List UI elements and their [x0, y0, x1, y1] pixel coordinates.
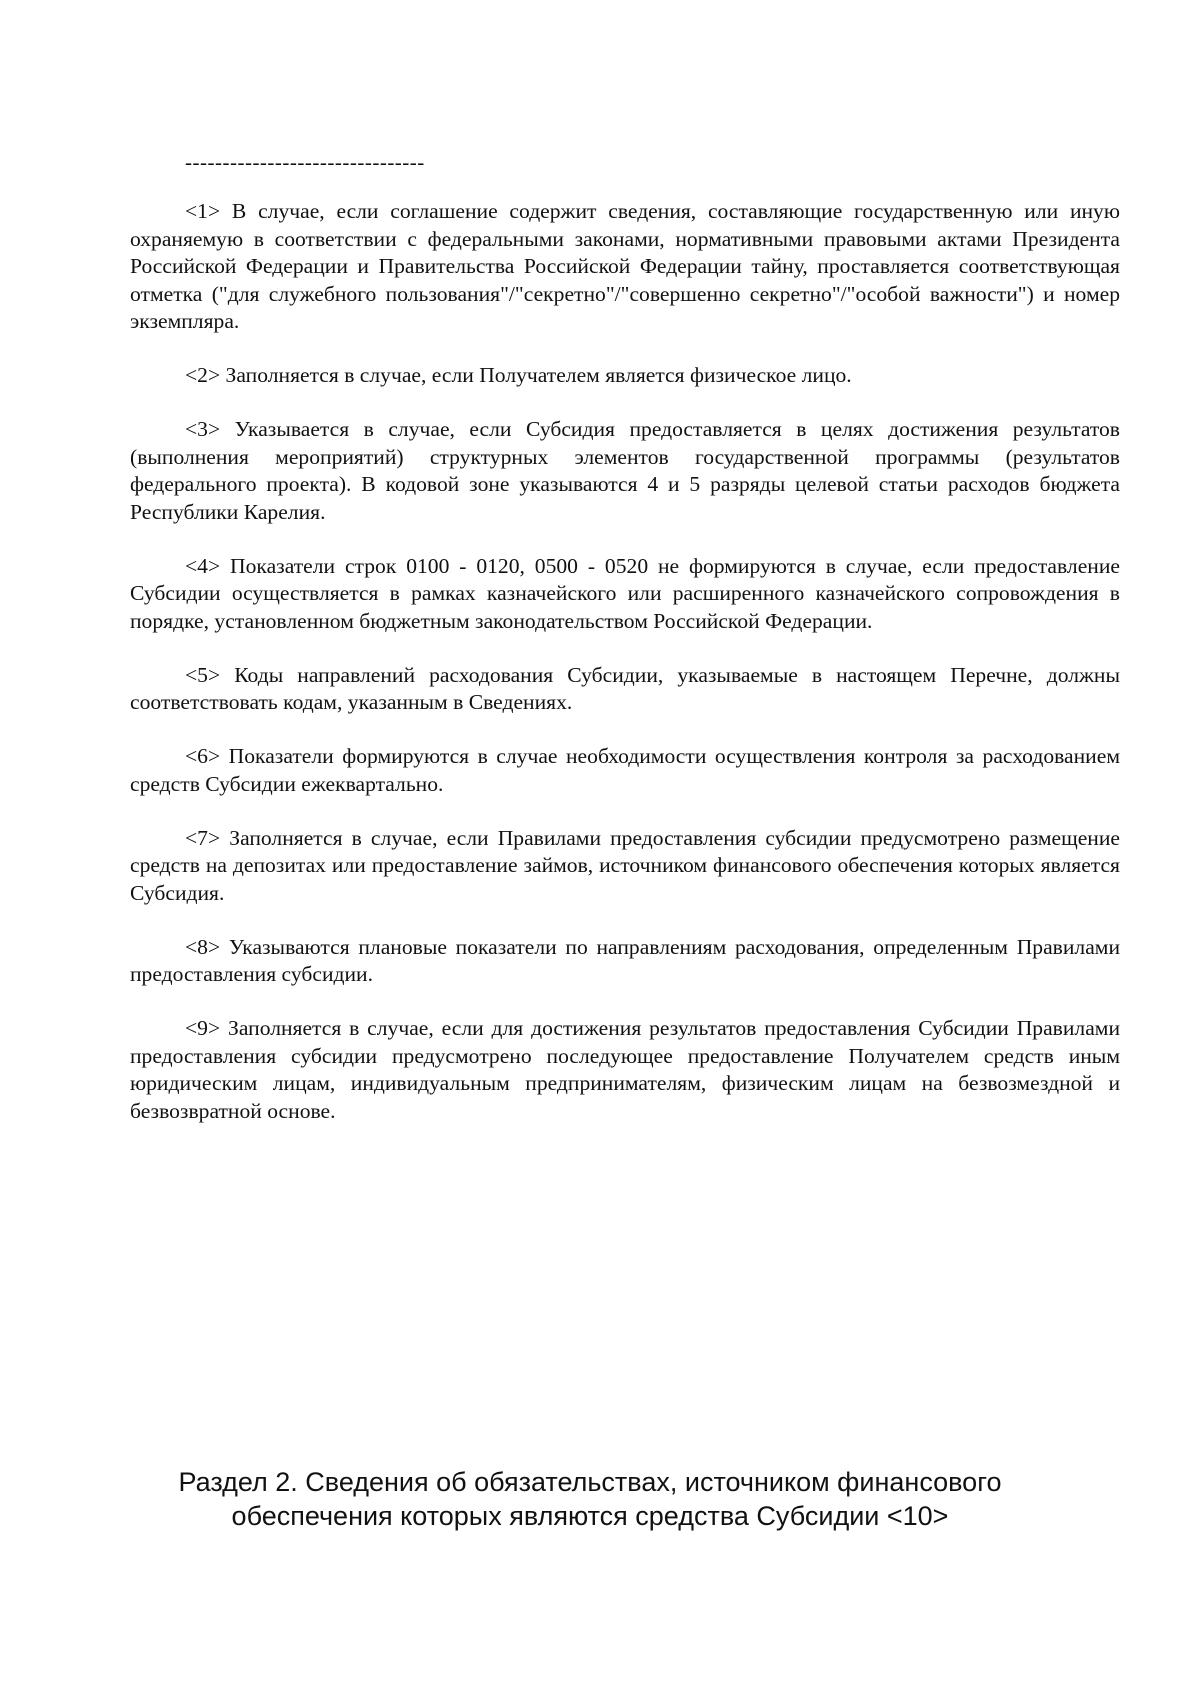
footnote-3: <3> Указывается в случае, если Субсидия предоставляется в целях достижения результатов (выполнения мероприятий) структурных элементов государственной программы (результатов федерального проекта). В кодовой зоне указываются 4 и 5 разряды целевой статьи расходов бюджета Республики Карелия. [130, 417, 1120, 524]
footnote-9: <9> Заполняется в случае, если для достижения результатов предоставления Субсидии Правилами предоставления субсидии предусмотрено последующее предоставление Получателем средств иным юридическим лицам, индивидуальным предпринимателям, физическим лицам на безвозмездной и безвозвратной основе. [130, 1016, 1120, 1123]
footnote-separator: -------------------------------- [185, 150, 425, 174]
section-heading-line-1: Раздел 2. Сведения об обязательствах, источником финансового [178, 1467, 1002, 1497]
footnote-2: <2> Заполняется в случае, если Получателем является физическое лицо. [185, 363, 852, 387]
footnote-6: <6> Показатели формируются в случае необходимости осуществления контроля за расходованием средств Субсидии ежеквартально. [130, 744, 1120, 796]
footnote-7: <7> Заполняется в случае, если Правилами предоставления субсидии предусмотрено размещение средств на депозитах или предоставление займов, источником финансового обеспечения которых является Субсидия. [130, 825, 1120, 905]
footnote-4: <4> Показатели строк 0100 - 0120, 0500 - 0520 не формируются в случае, если предоставление Субсидии осуществляется в рамках казначейского или расширенного казначейского сопровождения в порядке, установленном бюджетным законодательством Российской Федерации. [130, 553, 1120, 633]
footnote-1: <1> В случае, если соглашение содержит сведения, составляющие государственную или иную охраняемую в соответствии с федеральными законами, нормативными правовыми актами Президента Российской Федерации и Правительства Российской Федерации тайну, проставляется соответствующая отметка ("для служебного пользования"/"секретно"/"совершенно секретно"/"особой важности") и номер экземпляра. [130, 199, 1120, 333]
footnote-8: <8> Указываются плановые показатели по направлениям расходования, определенным Правилами предоставления субсидии. [130, 934, 1120, 986]
section-heading [130, 1465, 1050, 1533]
section-heading-line-2: обеспечения которых являются средства Субсидии <10> [231, 1501, 949, 1531]
footnote-5: <5> Коды направлений расходования Субсидии, указываемые в настоящем Перечне, должны соответствовать кодам, указанным в Сведениях. [130, 662, 1120, 714]
footnotes-list [130, 198, 1120, 1152]
